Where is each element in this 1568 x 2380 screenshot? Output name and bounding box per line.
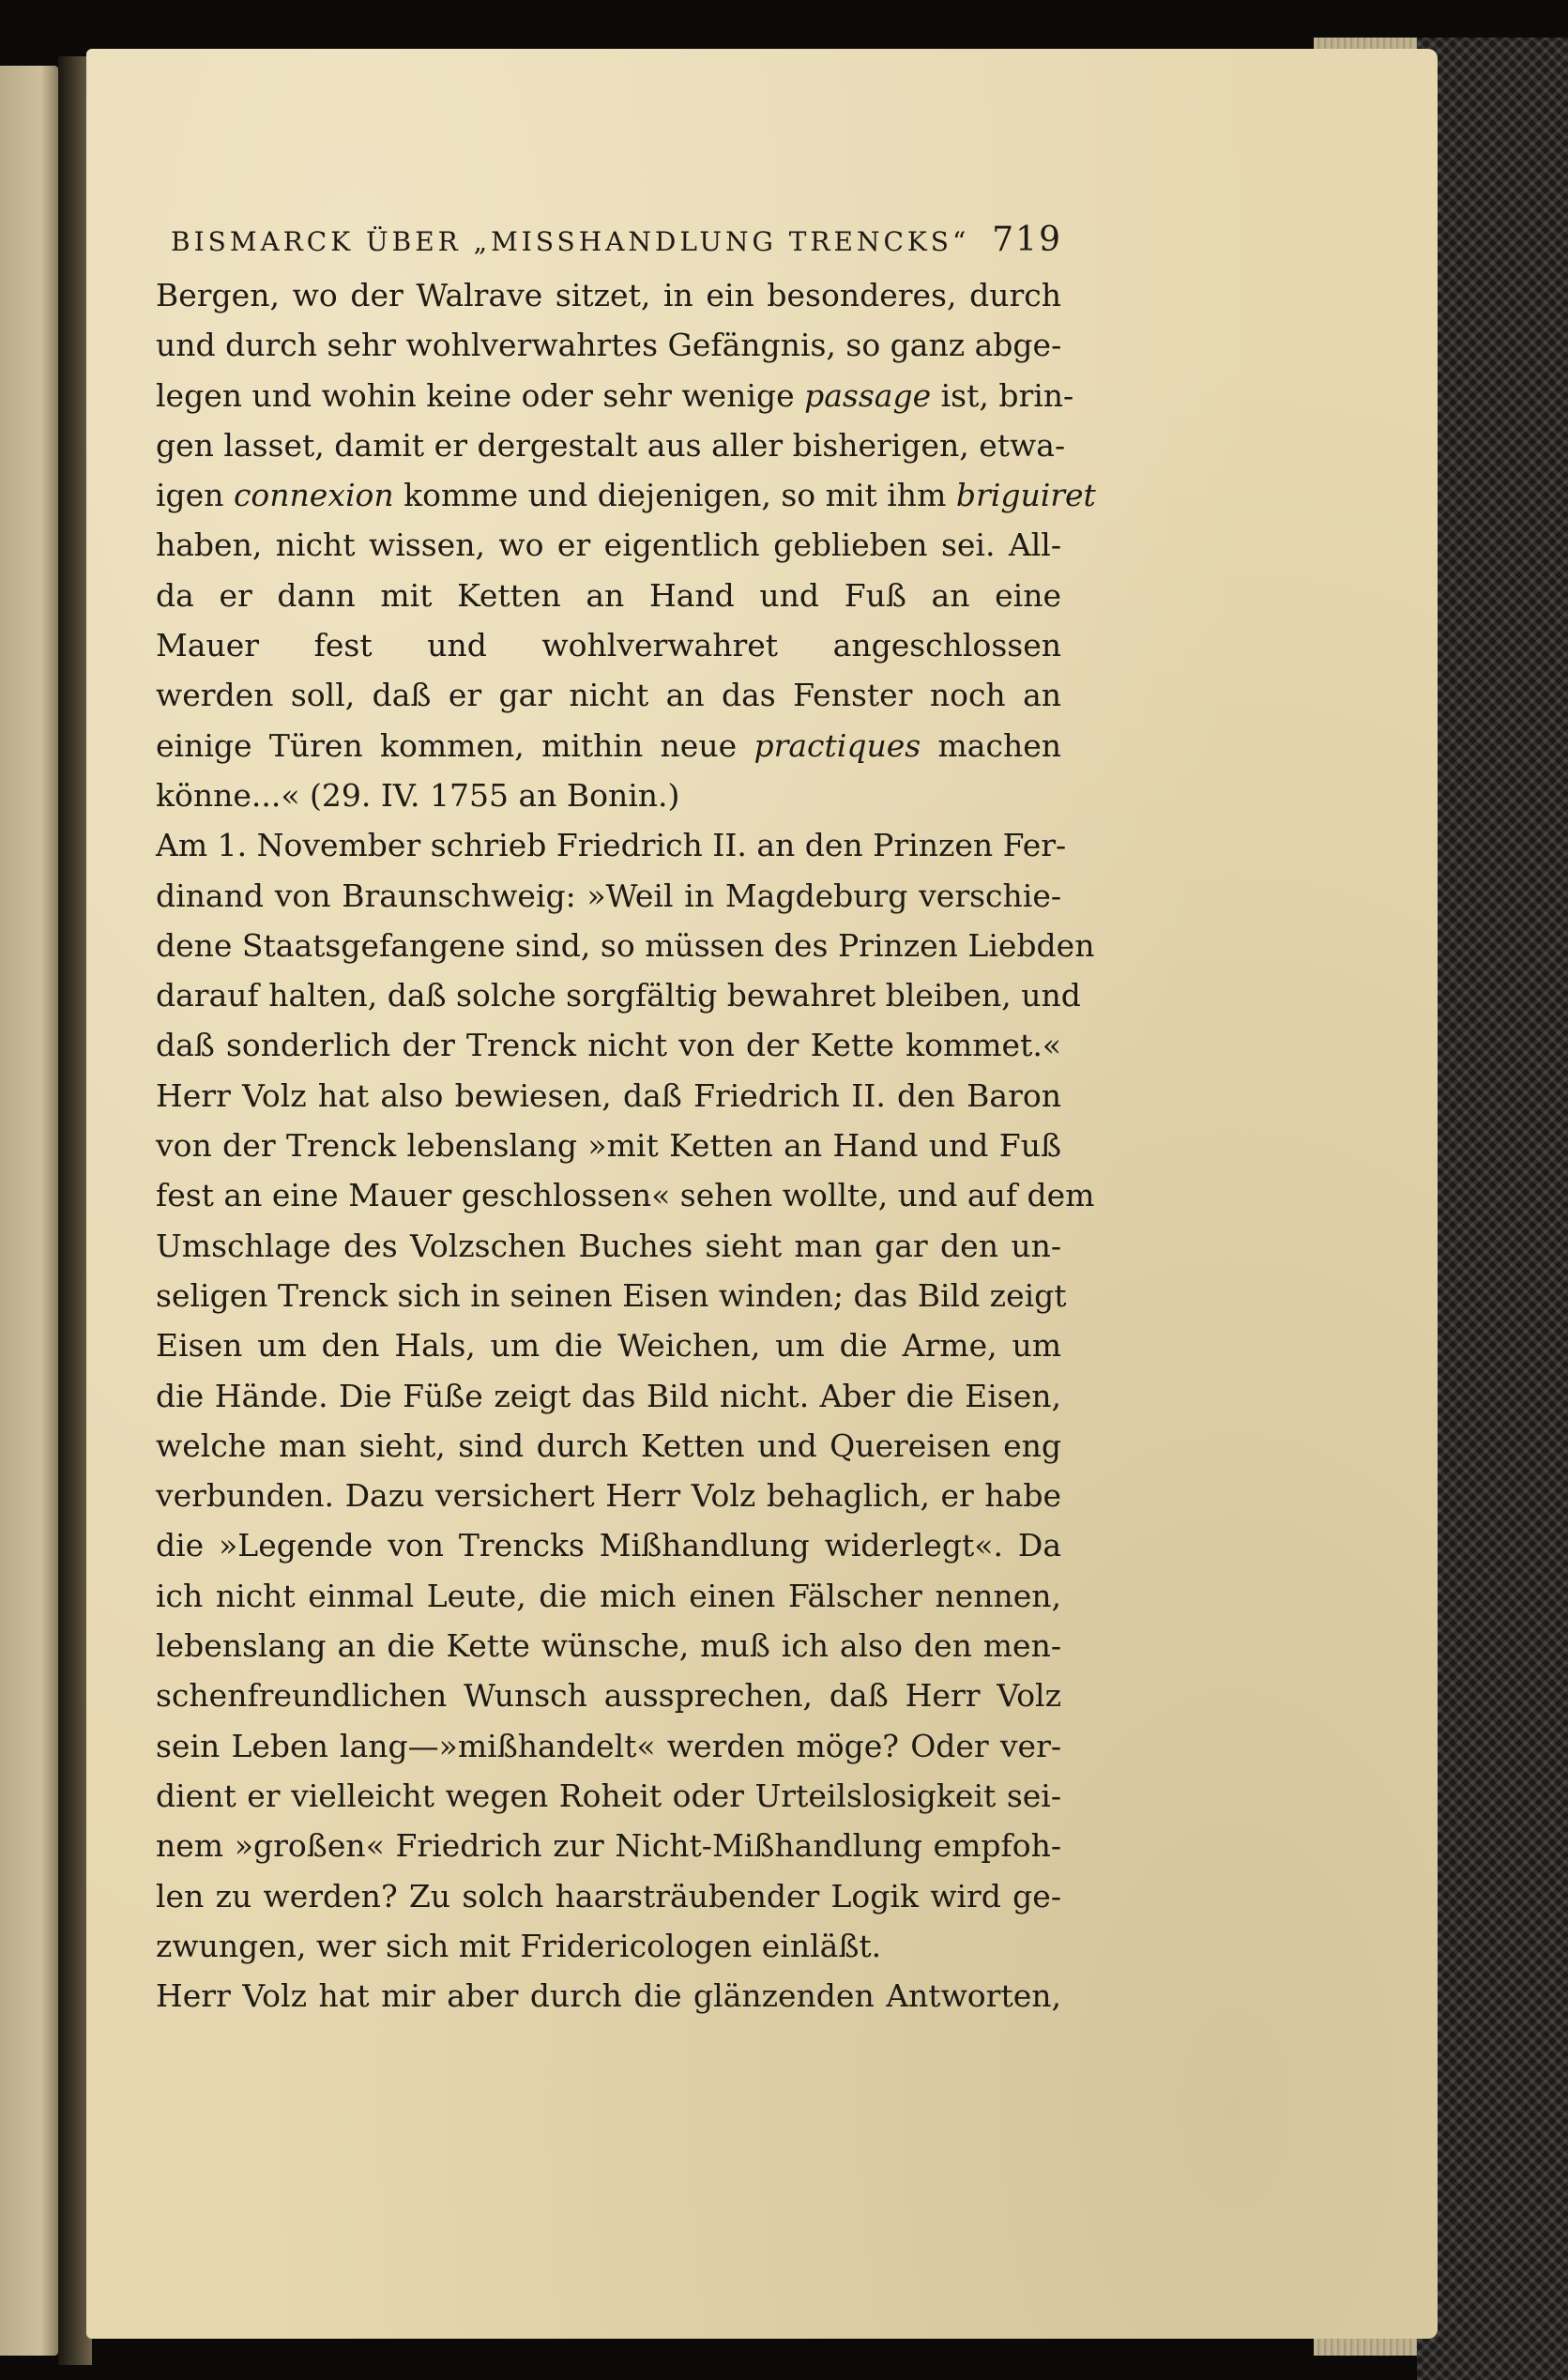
text-line: Herr Volz hat also bewiesen, daß Friedrich II. den Baron	[156, 1076, 1061, 1114]
left-page-edge	[0, 66, 58, 2356]
text-line: welche man sieht, sind durch Ketten und Quereisen eng	[156, 1426, 1061, 1464]
text-line: Herr Volz hat mir aber durch die glänzenden Antworten,	[156, 1977, 1061, 2015]
text-line: verbunden. Dazu versichert Herr Volz behaglich, er habe	[156, 1477, 1061, 1515]
text-line: sein Leben lang—»mißhandelt« werden möge? Oder ver-	[156, 1727, 1061, 1764]
text-line: einige Türen kommen, mithin neue practiques machen	[156, 726, 1061, 764]
text-line: seligen Trenck sich in seinen Eisen winden; das Bild zeigt	[156, 1276, 1067, 1314]
text-line: daß sonderlich der Trenck nicht von der Kette kommet.«	[156, 1027, 1061, 1064]
text-line: dient er vielleicht wegen Roheit oder Urteilslosigkeit sei-	[156, 1777, 1061, 1814]
text-line: gen lasset, damit er dergestalt aus aller bisherigen, etwa-	[156, 426, 1066, 464]
text-line: da er dann mit Ketten an Hand und Fuß an eine	[156, 576, 1061, 614]
text-line: die Hände. Die Füße zeigt das Bild nicht. Aber die Eisen,	[156, 1377, 1061, 1414]
running-head-title: BISMARCK ÜBER „MISSHANDLUNG TRENCKS“	[171, 226, 970, 257]
running-head	[171, 221, 1062, 259]
text-line: nem »großen« Friedrich zur Nicht-Mißhandlung empfoh-	[156, 1827, 1061, 1865]
text-line: igen connexion komme und diejenigen, so mit ihm briguiret	[156, 477, 1096, 514]
text-line: und durch sehr wohlverwahrtes Gefängnis, so ganz abge-	[156, 327, 1062, 364]
text-line: Mauer fest und wohlverwahret angeschlossen	[156, 627, 1061, 664]
text-line: Am 1. November schrieb Friedrich II. an den Prinzen Fer-	[156, 827, 1067, 864]
page-number: 719	[992, 221, 1062, 259]
text-line: lebenslang an die Kette wünsche, muß ich also den men-	[156, 1627, 1061, 1665]
text-line: ich nicht einmal Leute, die mich einen Fälscher nennen,	[156, 1577, 1061, 1614]
text-line: fest an eine Mauer geschlossen« sehen wollte, und auf dem	[156, 1177, 1095, 1214]
text-line: len zu werden? Zu solch haarsträubender Logik wird ge-	[156, 1877, 1061, 1915]
text-line: darauf halten, daß solche sorgfältig bewahret bleiben, und	[156, 977, 1081, 1015]
text-line: schenfreundlichen Wunsch aussprechen, daß Herr Volz	[156, 1677, 1061, 1715]
body-text	[156, 270, 1096, 2021]
text-line: Umschlage des Volzschen Buches sieht man gar den un-	[156, 1227, 1061, 1264]
text-line: werden soll, daß er gar nicht an das Fenster noch an	[156, 677, 1061, 714]
text-line: dinand von Braunschweig: »Weil in Magdeburg verschie-	[156, 877, 1061, 914]
text-line: legen und wohin keine oder sehr wenige passage ist, brin-	[156, 376, 1074, 414]
text-line: Bergen, wo der Walrave sitzet, in ein besonderes, durch	[156, 277, 1061, 313]
text-line: haben, nicht wissen, wo er eigentlich geblieben sei. All-	[156, 526, 1061, 564]
text-line: die »Legende von Trencks Mißhandlung widerlegt«. Da	[156, 1527, 1061, 1564]
text-line: Eisen um den Hals, um die Weichen, um die Arme, um	[156, 1327, 1061, 1365]
text-line: könne...« (29. IV. 1755 an Bonin.)	[156, 776, 680, 814]
text-line: zwungen, wer sich mit Fridericologen einläßt.	[156, 1927, 882, 1964]
book-binding	[1417, 38, 1568, 2380]
text-line: von der Trenck lebenslang »mit Ketten an Hand und Fuß	[156, 1127, 1061, 1165]
text-line: dene Staatsgefangene sind, so müssen des Prinzen Liebden	[156, 926, 1095, 964]
